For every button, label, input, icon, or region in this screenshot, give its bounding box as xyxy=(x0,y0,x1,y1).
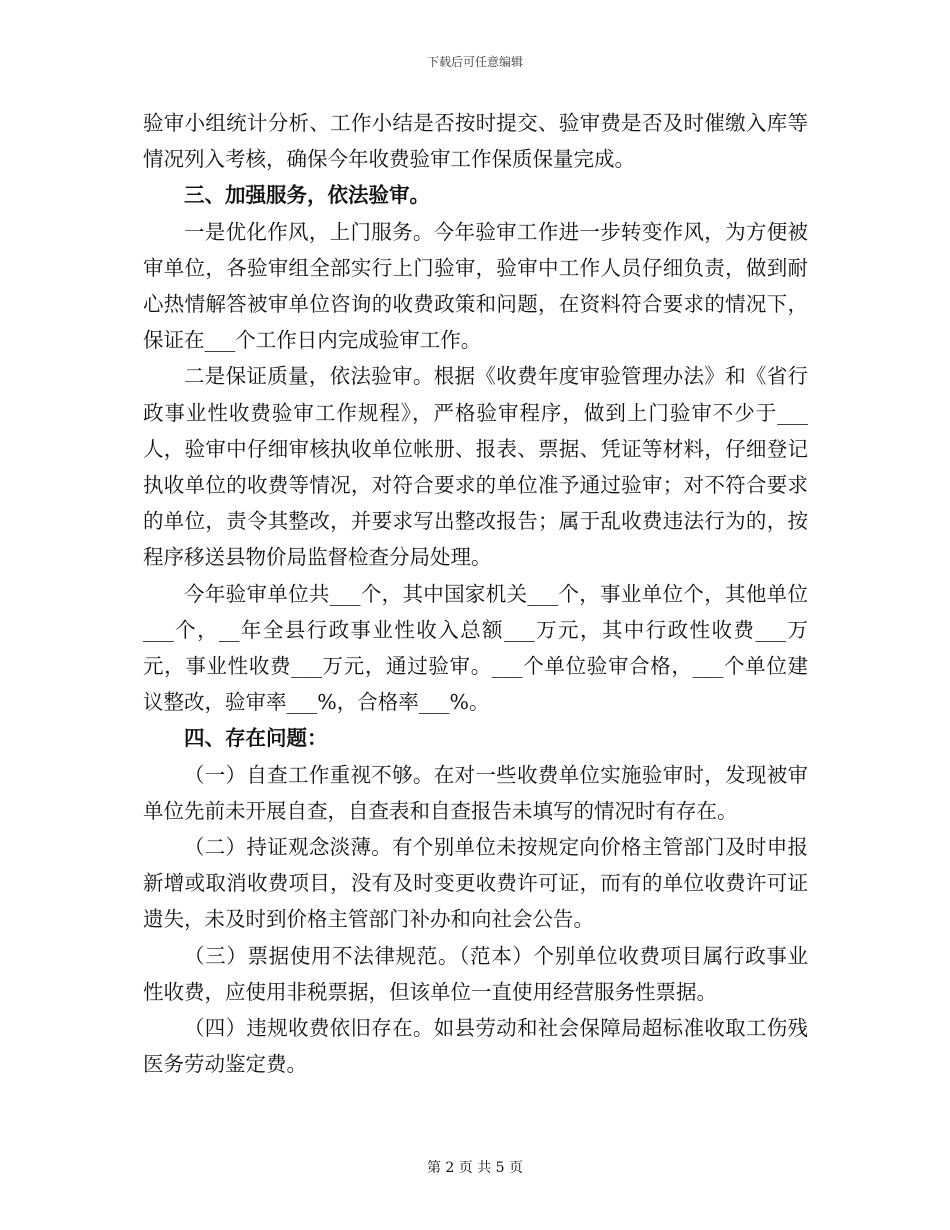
section-heading-3: 三、加强服务，依法验审。 xyxy=(184,183,430,208)
document-body xyxy=(143,105,808,1082)
problem-item-4: （四）违规收费依旧存在。如县劳动和社会保障局超标准收取工伤残医务劳动鉴定费。 xyxy=(143,1016,808,1077)
problem-item-3: （三）票据使用不法律规范。（范本）个别单位收费项目属行政事业性收费，应使用非税票据，但该单位一直使用经营服务性票据。 xyxy=(143,943,808,1004)
problem-item-1: （一）自查工作重视不够。在对一些收费单位实施验审时，发现被审单位先前未开展自查，自查表和自查报告未填写的情况时有存在。 xyxy=(143,762,808,823)
paragraph-audit-statistics: 今年验审单位共___个，其中国家机关___个，事业单位个，其他单位___个，__年全县行政事业性收入总额___万元，其中行政性收费___万元，事业性收费___万元，通过验审。___个单位验审合格，___个单位建议整改，验审率___%，合格率___%。 xyxy=(143,581,808,715)
section-heading-4: 四、存在问题： xyxy=(184,726,328,751)
paragraph-optimize-style: 一是优化作风，上门服务。今年验审工作进一步转变作风，为方便被审单位，各验审组全部实行上门验审，验审中工作人员仔细负责，做到耐心热情解答被审单位咨询的收费政策和问题，在资料符合要求的情况下，保证在___个工作日内完成验审工作。 xyxy=(143,219,808,353)
paragraph-ensure-quality: 二是保证质量，依法验审。根据《收费年度审验管理办法》和《省行政事业性收费验审工作规程》，严格验审程序，做到上门验审不少于___人，验审中仔细审核执收单位帐册、报表、票据、凭证等材料，仔细登记执收单位的收费等情况，对符合要求的单位准予通过验审；对不符合要求的单位，责令其整改，并要求写出整改报告；属于乱收费违法行为的，按程序移送县物价局监督检查分局处理。 xyxy=(143,364,808,570)
page-footer: 第 2 页 共 5 页 xyxy=(426,1160,524,1176)
header-note: 下载后可任意编辑 xyxy=(426,55,523,69)
paragraph-continuation: 验审小组统计分析、工作小结是否按时提交、验审费是否及时催缴入库等情况列入考核，确保今年收费验审工作保质保量完成。 xyxy=(143,111,808,172)
problem-item-2: （二）持证观念淡薄。有个别单位未按规定向价格主管部门及时申报新增或取消收费项目，没有及时变更收费许可证，而有的单位收费许可证遗失，未及时到价格主管部门补办和向社会公告。 xyxy=(143,835,808,932)
